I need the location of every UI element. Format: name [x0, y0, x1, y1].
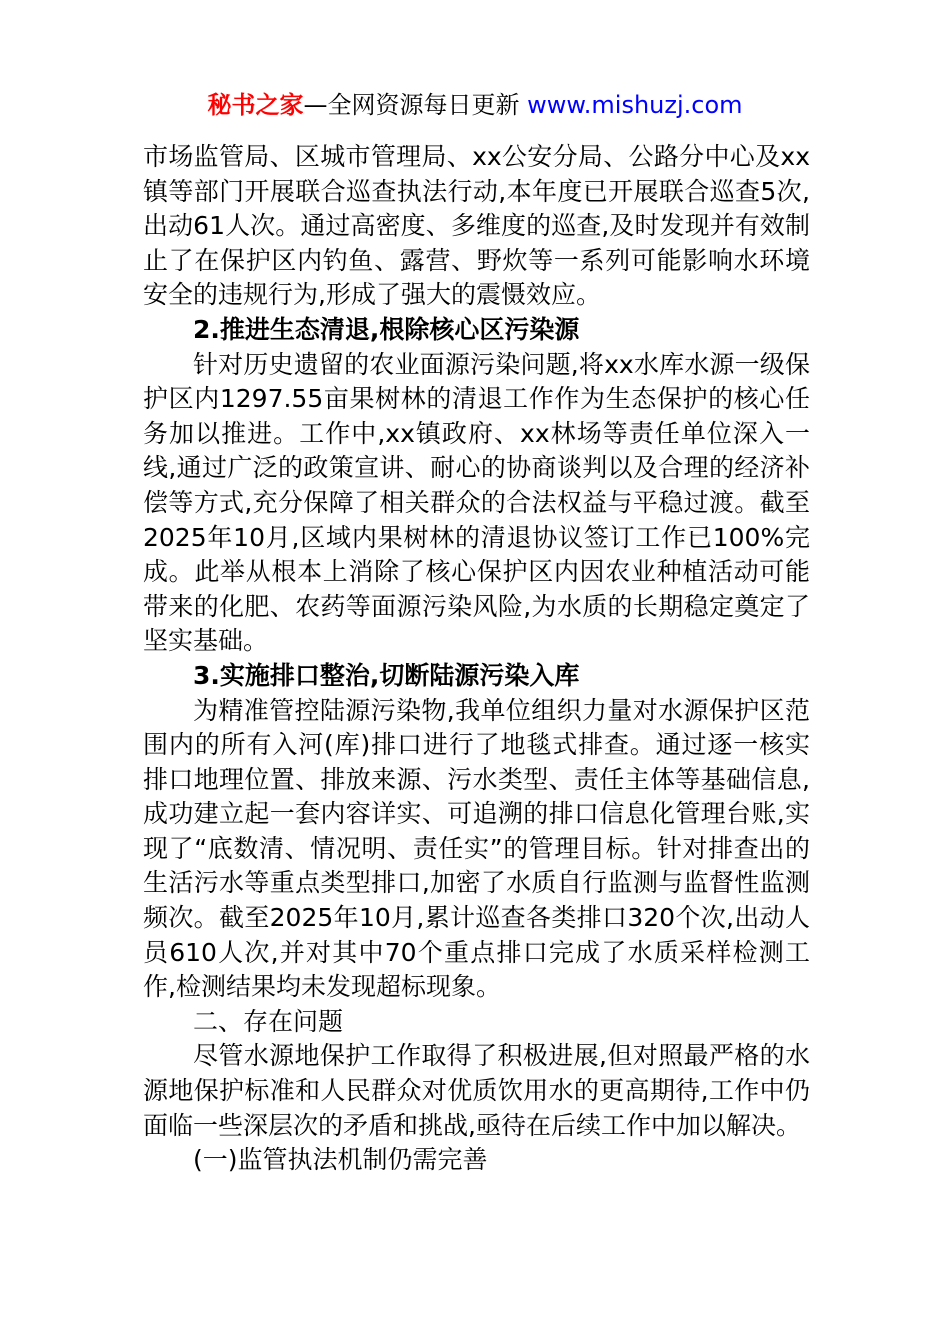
paragraph-enforcement: 市场监管局、区城市管理局、xx公安分局、公路分中心及xx镇等部门开展联合巡查执法行动,本年度已开展联合巡查5次,出动61人次。通过高密度、多维度的巡查,及时发现并有效制止了在保护区内钓鱼、露营、野炊等一系列可能影响水环境安全的违规行为,形成了强大的震慑效应。	[143, 142, 810, 310]
brand-name: 秘书之家	[207, 91, 304, 119]
document-body	[143, 140, 810, 1178]
section-title-problems: 二、存在问题	[193, 1006, 344, 1036]
subsection-title-supervision: (一)监管执法机制仍需完善	[193, 1145, 488, 1175]
header-tagline: —全网资源每日更新	[303, 91, 528, 119]
paragraph-problems-intro: 尽管水源地保护工作取得了积极进展,但对照最严格的水源地保护标准和人民群众对优质饮用水的更高期待,工作中仍面临一些深层次的矛盾和挑战,亟待在后续工作中加以解决。	[143, 1041, 810, 1140]
paragraph-outlet-remediation: 为精准管控陆源污染物,我单位组织力量对水源保护区范围内的所有入河(库)排口进行了地毯式排查。通过逐一核实排口地理位置、排放来源、污水类型、责任主体等基础信息,成功建立起一套内容详实、可追溯的排口信息化管理台账,实现了“底数清、情况明、责任实”的管理目标。针对排查出的生活污水等重点类型排口,加密了水质自行监测与监督性监测频次。截至2025年10月,累计巡查各类排口320个次,出动人员610人次,并对其中70个重点排口完成了水质采样检测工作,检测结果均未发现超标现象。	[143, 695, 810, 1002]
heading-ecological-clearance: 2.推进生态清退,根除核心区污染源	[193, 314, 580, 344]
heading-outlet-remediation: 3.实施排口整治,切断陆源污染入库	[193, 660, 580, 690]
site-url[interactable]: www.mishuzj.com	[527, 91, 743, 119]
paragraph-ecological-clearance: 针对历史遗留的农业面源污染问题,将xx水库水源一级保护区内1297.55亩果树林的清退工作作为生态保护的核心任务加以推进。工作中,xx镇政府、xx林场等责任单位深入一线,通过广泛的政策宣讲、耐心的协商谈判以及合理的经济补偿等方式,充分保障了相关群众的合法权益与平稳过渡。截至2025年10月,区域内果树林的清退协议签订工作已100%完成。此举从根本上消除了核心保护区内因农业种植活动可能带来的化肥、农药等面源污染风险,为水质的长期稳定奠定了坚实基础。	[143, 349, 810, 656]
site-header	[0, 88, 950, 122]
